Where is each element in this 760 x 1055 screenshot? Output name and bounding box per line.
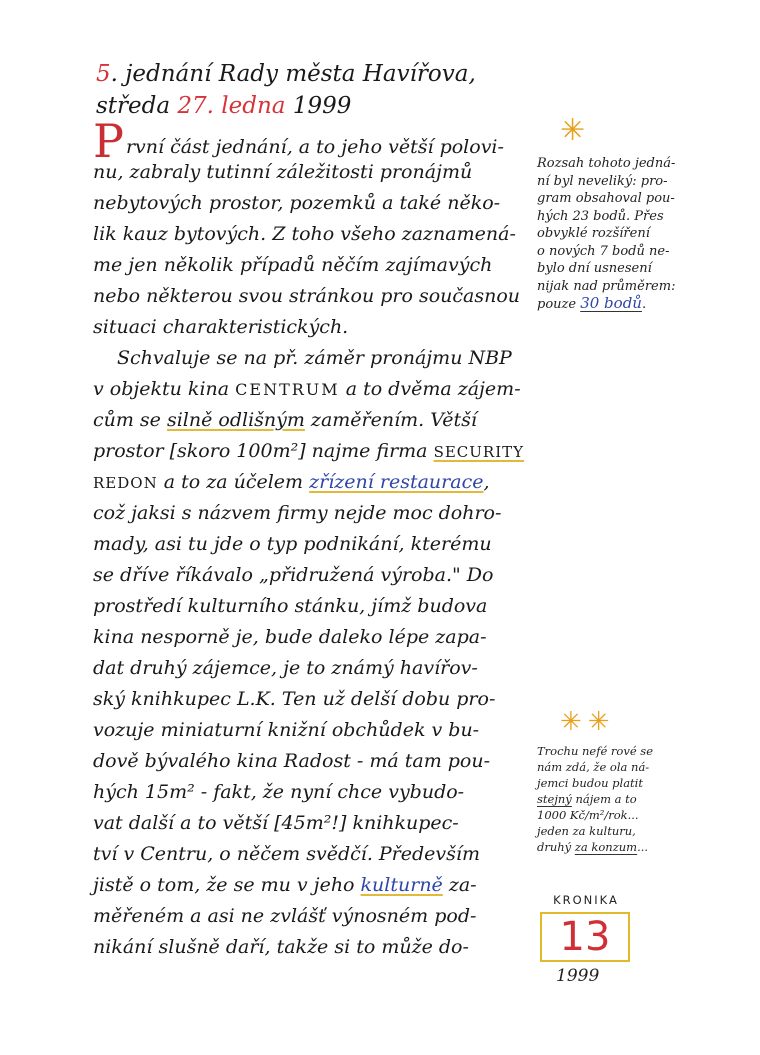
page-number: 13: [559, 914, 611, 960]
text-line: nebo některou svou stránkou pro současnou: [93, 285, 521, 307]
text-line: v objektu kina CENTRUM a to dvěma zájem-: [93, 378, 521, 400]
heading-line-2: [96, 90, 516, 122]
text-line: ský knihkupec L.K. Ten už delší dobu pro-: [93, 688, 496, 710]
note-line: 1000 Kč/m²/rok...: [537, 808, 639, 822]
text-line: hých 15m² - fakt, že nyní chce vybudo-: [93, 781, 465, 803]
firm-name: SECURITY: [433, 443, 525, 461]
text-line: cům se silně odlišným zaměřením. Větší: [93, 409, 477, 431]
kronika-label: KRONIKA: [553, 893, 619, 907]
text-line: nu, zabraly tutinní záležitosti pronájmů: [93, 161, 473, 183]
text-line: Schvaluje se na př. záměr pronájmu NBP: [117, 347, 512, 369]
restaurant-phrase: zřízení restaurace: [309, 471, 484, 493]
chronicle-year: 1999: [556, 966, 600, 986]
cultural-phrase: kulturně: [360, 874, 443, 896]
text-line: jistě o tom, že se mu v jeho kulturně za-: [93, 874, 477, 896]
text-line: dat druhý zájemce, je to známý havířov-: [93, 657, 478, 679]
note-line: hých 23 bodů. Přes: [537, 208, 664, 224]
note-line: druhý za konzum...: [537, 840, 649, 854]
text-line: prostor [skoro 100m²] najme firma SECURITY: [93, 440, 525, 462]
drop-cap: P: [93, 114, 124, 168]
meeting-day: středa: [96, 93, 171, 119]
meeting-number: 5: [96, 61, 111, 87]
text-line: mady, asi tu jde o typ podnikání, kterému: [93, 533, 492, 555]
text-line: nebytových prostor, pozemků a také něko-: [93, 192, 501, 214]
text-line: lik kauz bytových. Z toho všeho zaznamená-: [93, 223, 516, 245]
note-line: nijak nad průměrem:: [537, 278, 676, 294]
note-line: Trochu nefé rové se: [537, 744, 654, 758]
note-line: pouze 30 bodů.: [537, 294, 647, 312]
page-number-box: [540, 912, 630, 962]
meeting-heading: [96, 58, 516, 122]
text-line: tví v Centru, o něčem svědčí. Především: [93, 843, 480, 865]
side-note-2: [537, 743, 737, 855]
meeting-date: 27. ledna: [177, 93, 286, 119]
text-line: REDON a to za účelem zřízení restaurace,: [93, 471, 490, 493]
note-line: bylo dní usnesení: [537, 261, 652, 276]
side-note-1: [537, 155, 737, 313]
text-line: První část jednání, a to jeho větší polovi-: [93, 114, 504, 168]
note-line: jeden za kulturu,: [537, 824, 636, 838]
asterisk-marker-2: ✳✳: [560, 707, 616, 737]
note-line: o nových 7 bodů ne-: [537, 243, 670, 259]
text-line: se dříve říkávalo „přidružená výroba." Do: [93, 564, 494, 586]
note-line: Rozsah tohoto jedná-: [537, 156, 676, 171]
note-line: ní byl neveliký: pro-: [537, 173, 668, 189]
underlined-phrase: silně odlišným: [166, 409, 305, 431]
main-text: [93, 114, 528, 963]
text-line: nikání slušně daří, takže si to může do-: [93, 936, 469, 958]
text-line: vozuje miniaturní knižní obchůdek v bu-: [93, 719, 480, 741]
note-line: jemci budou platit: [537, 776, 643, 790]
text-line: vat další a to větší [45m²!] knihkupec-: [93, 812, 459, 834]
cinema-name: CENTRUM: [235, 380, 340, 399]
text-line: měřeném a asi ne zvlášť výnosném pod-: [93, 905, 477, 927]
meeting-title: . jednání Rady města Havířova,: [110, 61, 476, 87]
note-line: nám zdá, že ola ná-: [537, 760, 650, 774]
firm-name-2: REDON: [93, 474, 158, 492]
text-line: me jen několik případů něčím zajímavých: [93, 254, 493, 276]
points-count: 30 bodů: [580, 294, 642, 312]
text-line: což jaksi s názvem firmy nejde moc dohro-: [93, 502, 502, 524]
meeting-year: 1999: [292, 93, 352, 119]
note-line: stejný nájem a to: [537, 792, 637, 806]
text-line: dově bývalého kina Radost - má tam pou-: [93, 750, 491, 772]
text-line: situaci charakteristických.: [93, 316, 349, 338]
heading-line-1: [96, 58, 516, 90]
text-line: prostředí kulturního stánku, jímž budova: [93, 595, 488, 617]
asterisk-marker-1: ✳: [560, 113, 586, 148]
text-line: kina nesporně je, bude daleko lépe zapa-: [93, 626, 487, 648]
note-line: gram obsahoval pou-: [537, 191, 675, 206]
note-line: obvyklé rozšíření: [537, 226, 650, 241]
